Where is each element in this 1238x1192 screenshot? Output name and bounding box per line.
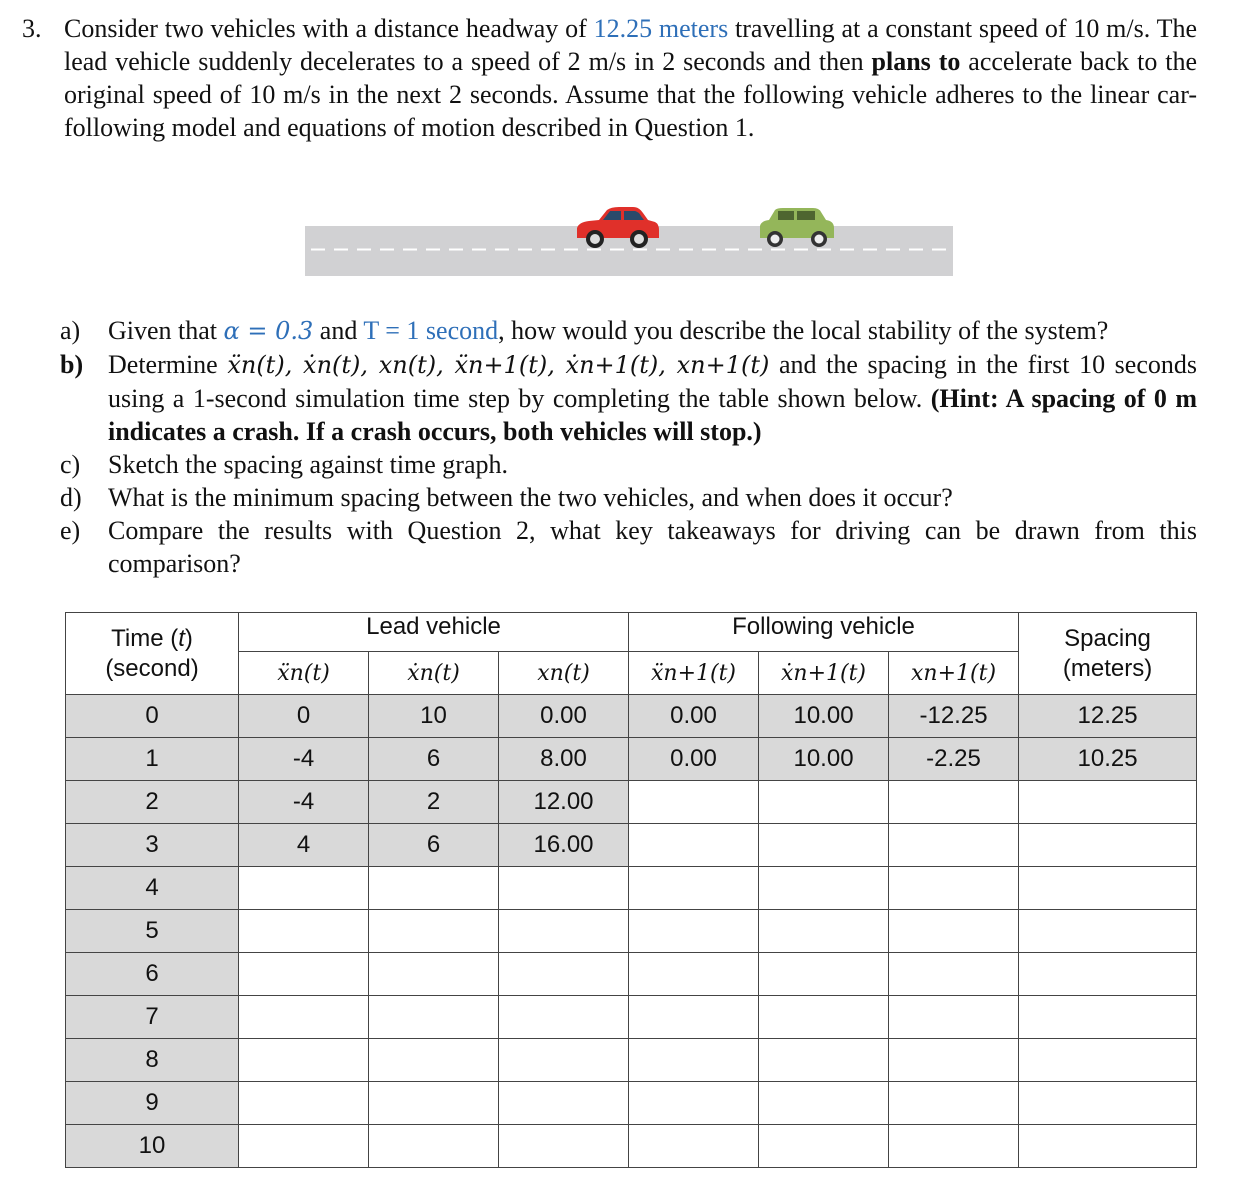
table-cell[interactable] <box>1019 910 1197 953</box>
question-number: 3. <box>22 14 42 43</box>
part-e-text: Compare the results with Question 2, what key takeaways for driving can be drawn from this comparison? <box>108 516 1197 578</box>
subheader-3: ẍn+1(t) <box>629 652 759 695</box>
part-a-text-3: , how would you describe the local stability of the system? <box>498 316 1109 345</box>
time-cell: 7 <box>66 996 239 1039</box>
table-cell: 10.25 <box>1019 738 1197 781</box>
table-cell: -4 <box>239 738 369 781</box>
question-3 <box>22 12 1197 144</box>
part-c-label: c) <box>60 450 81 479</box>
table-cell[interactable] <box>239 867 369 910</box>
part-d-label: d) <box>60 483 82 512</box>
table-cell[interactable] <box>369 953 499 996</box>
part-a <box>60 314 1197 348</box>
table-cell[interactable] <box>1019 953 1197 996</box>
table-cell[interactable] <box>499 1039 629 1082</box>
table-cell[interactable] <box>889 867 1019 910</box>
question-parts <box>60 314 1197 580</box>
table-cell[interactable] <box>499 996 629 1039</box>
table-cell[interactable] <box>239 1125 369 1168</box>
table-cell[interactable] <box>1019 824 1197 867</box>
part-b-variables: ẍn(t), ẋn(t), xn(t), ẍn+1(t), ẋn+1(t), xn+1(t) <box>227 351 770 379</box>
table-cell[interactable] <box>629 910 759 953</box>
time-column-header: Time (t) (second) <box>66 613 239 695</box>
table-cell: -4 <box>239 781 369 824</box>
table-cell[interactable] <box>629 867 759 910</box>
table-cell[interactable] <box>629 1125 759 1168</box>
table-cell: 0 <box>239 695 369 738</box>
time-cell: 9 <box>66 1082 239 1125</box>
time-cell: 10 <box>66 1125 239 1168</box>
plans-to-bold: plans to <box>871 47 961 76</box>
table-cell[interactable] <box>1019 996 1197 1039</box>
table-cell: 0.00 <box>499 695 629 738</box>
subheader-1: ẋn(t) <box>369 652 499 695</box>
table-cell[interactable] <box>889 996 1019 1039</box>
part-c <box>60 448 1197 481</box>
table-row <box>66 953 1197 996</box>
table-row <box>66 1039 1197 1082</box>
part-e <box>60 514 1197 580</box>
table-cell[interactable] <box>759 1125 889 1168</box>
subheader-4: ẋn+1(t) <box>759 652 889 695</box>
green-car-icon <box>757 206 837 250</box>
table-cell[interactable] <box>629 781 759 824</box>
table-cell: -2.25 <box>889 738 1019 781</box>
table-cell[interactable] <box>889 1082 1019 1125</box>
table-cell[interactable] <box>1019 1039 1197 1082</box>
table-cell[interactable] <box>759 910 889 953</box>
table-row <box>66 867 1197 910</box>
table-cell: 12.00 <box>499 781 629 824</box>
table-cell[interactable] <box>499 1125 629 1168</box>
headway-value: 12.25 meters <box>593 14 729 43</box>
table-cell: -12.25 <box>889 695 1019 738</box>
table-cell[interactable] <box>499 953 629 996</box>
table-cell: 0.00 <box>629 695 759 738</box>
red-car-icon <box>573 204 661 250</box>
table-cell[interactable] <box>759 1039 889 1082</box>
intro-part-2: travelling at a constant speed of 10 m/s. The lead vehicle suddenly decelerates to a speed of 2 m/s in 2 seconds and then <box>64 14 1198 76</box>
part-c-text: Sketch the spacing against time graph. <box>108 450 509 479</box>
table-cell[interactable] <box>239 1082 369 1125</box>
table-row <box>66 824 1197 867</box>
table-cell[interactable] <box>239 996 369 1039</box>
table-cell: 2 <box>369 781 499 824</box>
table-cell[interactable] <box>759 996 889 1039</box>
following-vehicle-header: Following vehicle <box>629 613 1019 652</box>
table-cell[interactable] <box>1019 867 1197 910</box>
table-cell[interactable] <box>889 1125 1019 1168</box>
time-cell: 2 <box>66 781 239 824</box>
table-cell[interactable] <box>1019 1082 1197 1125</box>
time-cell: 4 <box>66 867 239 910</box>
part-b-label: b) <box>60 350 84 379</box>
table-row <box>66 1082 1197 1125</box>
table-cell: 8.00 <box>499 738 629 781</box>
table-cell[interactable] <box>759 867 889 910</box>
part-a-label: a) <box>60 316 81 345</box>
intro-part-1: Consider two vehicles with a distance headway of <box>64 14 587 43</box>
table-cell[interactable] <box>629 1039 759 1082</box>
part-e-label: e) <box>60 516 81 545</box>
part-b-hint: (Hint: A spacing of 0 m indicates a crash. If a crash occurs, both vehicles will stop.) <box>108 384 1197 446</box>
part-a-text-2: and <box>319 316 358 345</box>
table-cell[interactable] <box>629 996 759 1039</box>
table-cell: 16.00 <box>499 824 629 867</box>
part-d <box>60 481 1197 514</box>
table-cell[interactable] <box>889 824 1019 867</box>
table-cell[interactable] <box>499 910 629 953</box>
reaction-time-value: T = 1 second <box>363 316 499 345</box>
table-cell[interactable] <box>239 1039 369 1082</box>
table-cell[interactable] <box>759 824 889 867</box>
part-b-text-1: Determine <box>108 350 218 379</box>
part-d-text: What is the minimum spacing between the two vehicles, and when does it occur? <box>108 483 953 512</box>
alpha-value: α = 0.3 <box>223 317 314 345</box>
table-cell: 10 <box>369 695 499 738</box>
table-cell[interactable] <box>889 1039 1019 1082</box>
table-cell[interactable] <box>759 953 889 996</box>
table-cell[interactable] <box>499 1082 629 1125</box>
table-cell[interactable] <box>369 996 499 1039</box>
time-cell: 5 <box>66 910 239 953</box>
table-cell[interactable] <box>889 953 1019 996</box>
table-cell[interactable] <box>759 781 889 824</box>
table-row <box>66 781 1197 824</box>
table-cell[interactable] <box>629 824 759 867</box>
intro-part-3: accelerate back to the original speed of 10 m/s in the next 2 seconds. Assume that the following vehicle adheres to the linear car-following model and equations of motion described in Question 1. <box>64 47 1198 142</box>
table-cell: 10.00 <box>759 738 889 781</box>
subheader-2: xn(t) <box>499 652 629 695</box>
subheader-0: ẍn(t) <box>239 652 369 695</box>
table-cell[interactable] <box>1019 1125 1197 1168</box>
time-cell: 6 <box>66 953 239 996</box>
table-cell[interactable] <box>369 1082 499 1125</box>
table-cell[interactable] <box>369 910 499 953</box>
table-cell: 6 <box>369 824 499 867</box>
table-cell[interactable] <box>369 1039 499 1082</box>
table-cell[interactable] <box>239 910 369 953</box>
question-text <box>64 12 1197 144</box>
table-cell: 12.25 <box>1019 695 1197 738</box>
table-cell: 10.00 <box>759 695 889 738</box>
lead-vehicle-header: Lead vehicle <box>239 613 629 652</box>
table-row <box>66 996 1197 1039</box>
table-cell[interactable] <box>369 1125 499 1168</box>
spacing-column-header: Spacing (meters) <box>1019 613 1197 695</box>
simulation-table <box>65 612 1197 1168</box>
table-cell[interactable] <box>499 867 629 910</box>
table-cell: 4 <box>239 824 369 867</box>
table-row <box>66 695 1197 738</box>
table-cell[interactable] <box>369 867 499 910</box>
time-cell: 0 <box>66 695 239 738</box>
table-cell: 0.00 <box>629 738 759 781</box>
part-b-text-2: and the spacing in the first 10 seconds using a 1-second simulation time step by completing the table shown below. <box>108 350 1197 413</box>
table-row <box>66 738 1197 781</box>
time-cell: 8 <box>66 1039 239 1082</box>
part-a-text-1: Given that <box>108 316 218 345</box>
time-cell: 3 <box>66 824 239 867</box>
table-row <box>66 1125 1197 1168</box>
table-cell[interactable] <box>239 953 369 996</box>
table-cell[interactable] <box>629 1082 759 1125</box>
table-row <box>66 910 1197 953</box>
table-cell[interactable] <box>1019 781 1197 824</box>
table-cell[interactable] <box>889 781 1019 824</box>
table-cell[interactable] <box>759 1082 889 1125</box>
table-cell[interactable] <box>889 910 1019 953</box>
road-figure <box>305 200 953 280</box>
table-cell[interactable] <box>629 953 759 996</box>
subheader-5: xn+1(t) <box>889 652 1019 695</box>
part-b <box>60 348 1197 448</box>
table-cell: 6 <box>369 738 499 781</box>
time-cell: 1 <box>66 738 239 781</box>
